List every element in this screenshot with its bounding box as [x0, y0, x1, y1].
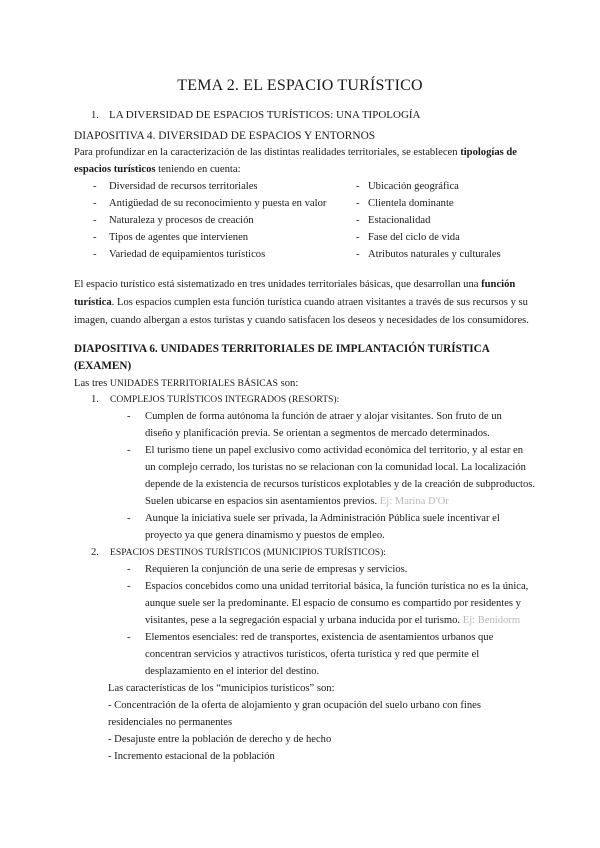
section-number: 1. [91, 110, 99, 121]
bullet-line: Elementos esenciales: red de transportes, existencia de asentamientos urbanos que [145, 632, 494, 643]
bullet-dash: - [356, 198, 360, 209]
bullet-dash: - [356, 232, 360, 243]
slide4-heading: DIAPOSITIVA 4. DIVERSIDAD DE ESPACIOS Y ENTORNOS [74, 130, 376, 142]
bullet-text: visitantes, pese a la segregación espacial y urbana inducida por el turismo. [145, 615, 461, 626]
section-heading: LA DIVERSIDAD DE ESPACIOS TURÍSTICOS: UNA TIPOLOGÍA [109, 109, 421, 121]
item-label: ESPACIOS DESTINOS TURÍSTICOS (MUNICIPIOS TURÍSTICOS): [110, 547, 386, 558]
slide4-intro-line1 [74, 144, 517, 161]
bullet-line: un complejo cerrado, los turistas no se relacionan con la comunidad local. La localización [145, 462, 526, 473]
feature-line: - Concentración de la oferta de alojamiento y gran ocupación del suelo urbano con fines [108, 700, 481, 711]
item-label: COMPLEJOS TURÍSTICOS INTEGRADOS (RESORTS): [110, 394, 340, 405]
feature-line: - Desajuste entre la población de derecho y de hecho [108, 734, 332, 745]
bullet-line: proyecto ya que genera dinamismo y puestos de empleo. [145, 530, 385, 541]
intro-text: Para profundizar en la caracterización de las distintas realidades territoriales, se establecen [74, 147, 461, 158]
bullet-dash: - [93, 181, 97, 192]
list-item: Fase del ciclo de vida [368, 232, 460, 243]
bullet-line: Requieren la conjunción de una serie de empresas y servicios. [145, 564, 408, 575]
feature-line: residenciales no permanentes [108, 717, 233, 728]
intro-text: Las tres [74, 378, 110, 389]
bullet-text: Suelen ubicarse en espacios sin asentamientos previos. [145, 496, 378, 507]
bullet-line: Aunque la iniciativa suele ser privada, la Administración Pública suele incentivar el [145, 513, 500, 524]
bullet-dash: - [127, 513, 131, 524]
intro-bold: tipologías de [460, 147, 518, 158]
bullet-dash: - [356, 249, 360, 260]
slide4-intro-line2 [74, 161, 241, 178]
bullet-line: Espacios concebidos como una unidad territorial básica, la función turística no es la única, [145, 581, 529, 592]
intro-caps: UNIDADES TERRITORIALES BÁSICAS [109, 378, 278, 389]
bullet-line: aunque suele ser la predominante. El espacio de consumo es compartido por residentes y [145, 598, 521, 609]
list-item: Antigüedad de su reconocimiento y puesta en valor [109, 198, 327, 209]
list-item: Estacionalidad [368, 215, 431, 226]
paragraph-bold: función [481, 279, 516, 290]
bullet-line [145, 612, 520, 629]
bullet-line: concentran servicios y atractivos turísticos, oferta turística y red que permite el [145, 649, 480, 660]
example-note: Ej: Benidorm [462, 615, 521, 626]
paragraph-text: . Los espacios cumplen esta función turística cuando atraen visitantes a través de sus recursos y su [111, 297, 528, 308]
slide6-heading: DIAPOSITIVA 6. UNIDADES TERRITORIALES DE IMPLANTACIÓN TURÍSTICA [74, 343, 490, 355]
list-item: Clientela dominante [368, 198, 454, 209]
features-intro: Las características de los “municipios turísticos” son: [108, 683, 335, 694]
bullet-line: Cumplen de forma autónoma la función de atraer y alojar visitantes. Son fruto de un [145, 411, 502, 422]
list-item: Naturaleza y procesos de creación [109, 215, 254, 226]
bullet-line: depende de la existencia de recursos turísticos explotables y de la creación de subproductos. [145, 479, 536, 490]
bullet-dash: - [127, 632, 131, 643]
slide6-heading-sub: (EXAMEN) [74, 360, 132, 372]
bullet-dash: - [127, 411, 131, 422]
bullet-line: El turismo tiene un papel exclusivo como actividad económica del territorio, y al estar en [145, 445, 524, 456]
example-note: Ej: Marina D'Or [379, 496, 449, 507]
paragraph-text: El espacio turístico está sistematizado en tres unidades territoriales básicas, que desarrollan una [74, 279, 482, 290]
list-item: Atributos naturales y culturales [368, 249, 501, 260]
bullet-line: desplazamiento en el interior del destino. [145, 666, 320, 677]
bullet-dash: - [93, 215, 97, 226]
list-item: Diversidad de recursos territoriales [109, 181, 258, 192]
slide6-intro [74, 375, 298, 392]
bullet-dash: - [127, 445, 131, 456]
list-item: Ubicación geográfica [368, 181, 459, 192]
item-number: 1. [91, 394, 99, 405]
item-number: 2. [91, 547, 99, 558]
bullet-line [145, 493, 449, 510]
paragraph-bold: turística [74, 297, 112, 308]
paragraph-line [74, 294, 528, 311]
intro-bold: espacios turísticos [74, 164, 156, 175]
bullet-line: diseño y planificación previa. Se orientan a segmentos de mercado determinados. [145, 428, 490, 439]
feature-line: - Incremento estacional de la población [108, 751, 275, 762]
bullet-dash: - [127, 581, 131, 592]
bullet-dash: - [93, 249, 97, 260]
list-item: Tipos de agentes que intervienen [109, 232, 249, 243]
bullet-dash: - [356, 215, 360, 226]
bullet-dash: - [93, 198, 97, 209]
bullet-dash: - [356, 181, 360, 192]
paragraph-line: imagen, cuando albergan a estos turistas y cuando satisfacen los deseos y necesidades de los consumidores. [74, 315, 529, 326]
list-item: Variedad de equipamientos turísticos [109, 249, 266, 260]
document-title: TEMA 2. EL ESPACIO TURÍSTICO [177, 77, 423, 94]
bullet-dash: - [93, 232, 97, 243]
bullet-dash: - [127, 564, 131, 575]
intro-text: teniendo en cuenta: [155, 164, 241, 175]
intro-text: son: [277, 378, 299, 389]
paragraph-line [74, 276, 515, 293]
